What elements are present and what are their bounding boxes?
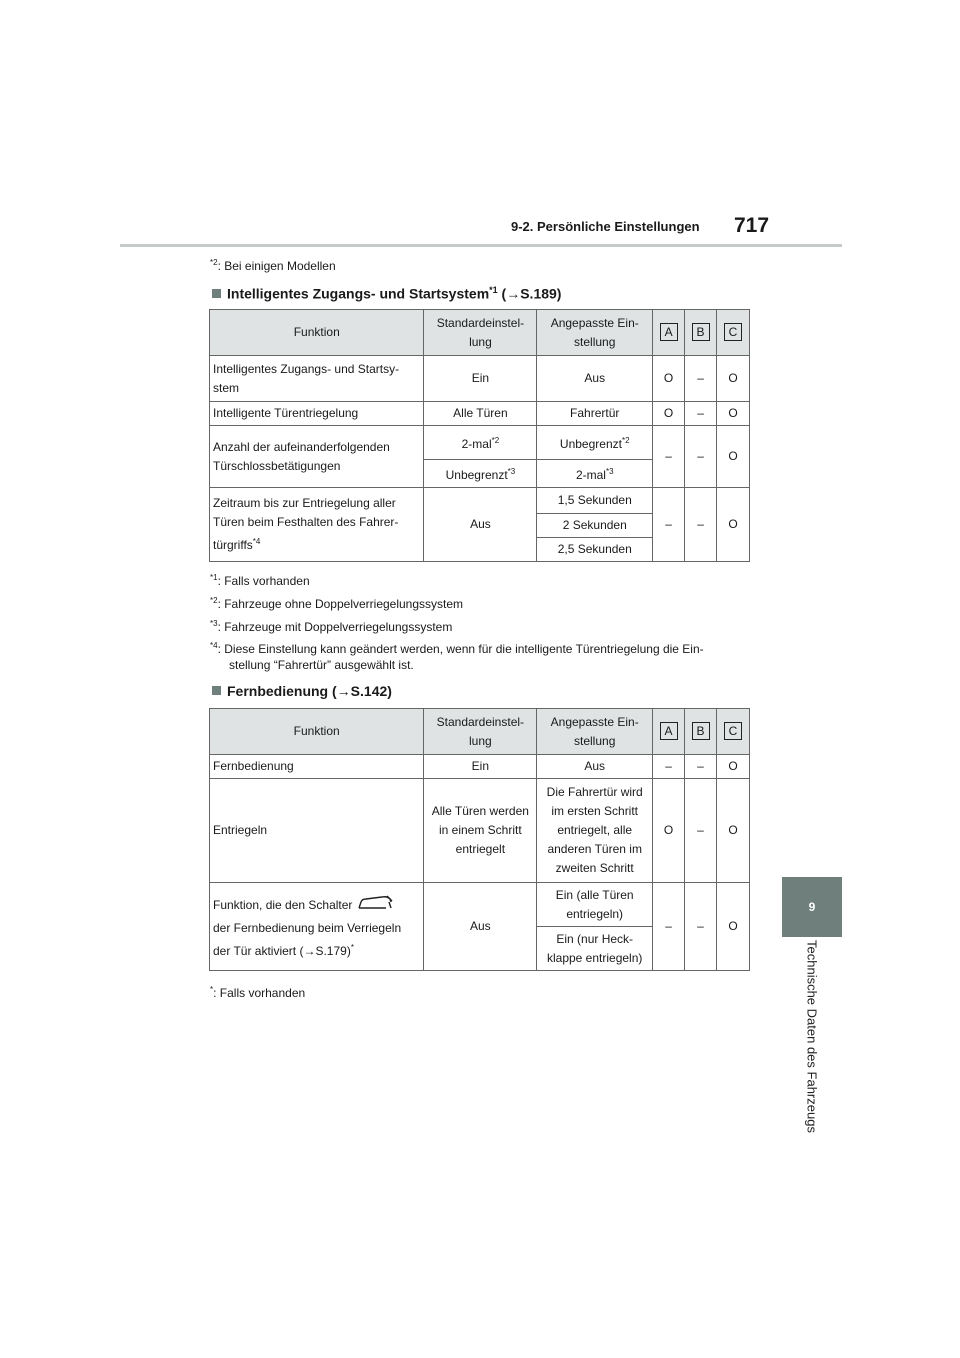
cell-c: O [717,356,750,402]
header-funktion: Funktion [210,310,424,356]
table-row [210,426,750,460]
chapter-tab [782,877,842,937]
table-smart-entry [209,309,750,562]
cell-funktion: Funktion, die den Schalter der Fernbedienung beim Verriegeln der Tür aktiviert (→S.179)* [210,883,424,971]
heading-bullet [212,289,221,298]
cell-b: – [685,426,717,488]
table-row [210,402,750,426]
cell-c: O [717,426,750,488]
car-back-door-icon [356,893,394,919]
cell-a: O [653,779,685,883]
cell-standard: Unbegrenzt$^{*3}$ [424,460,537,488]
cell-c: O [716,779,749,883]
header-b: B [685,709,717,755]
note-text: : Bei einigen Modellen [217,259,336,273]
cell-a: – [653,426,685,488]
chapter-title-wrap [782,940,842,1155]
cell-b: – [685,488,717,562]
cell-b: – [685,356,717,402]
cell-standard: Alle Türen werden in einem Schritt entriegelt [424,779,537,883]
header-b: B [685,310,717,356]
header-angepasst: Angepasste Ein- stellung [537,310,653,356]
footnote: $^{*1}$: Falls vorhanden [210,573,310,588]
section2-title: Fernbedienung [227,683,329,699]
note-mark: *2 [210,258,218,267]
footnote: $^{*3}$: Fahrzeuge mit Doppelverriegelungssystem [210,619,453,634]
cell-a: – [653,883,685,971]
cell-a: O [653,402,685,426]
cell-funktion: Entriegeln [210,779,424,883]
section1-title-ref: (→S.189) [497,285,562,302]
footnote: $^{*4}$: Diese Einstellung kann geändert werden, wenn für die intelligente Türentriegelung die Ein- [210,641,704,656]
cell-standard: 2-mal$^{*2}$ [424,426,537,460]
cell-standard: Aus [424,488,537,562]
heading-bullet [212,686,221,695]
table-row [210,779,750,883]
table-header-row [210,709,750,755]
section1-heading [212,285,561,302]
cell-angepasst: 2-mal$^{*3}$ [537,460,653,488]
header-c: C [716,709,749,755]
footnote: *: Falls vorhanden [210,985,306,1000]
footnote: $^{*2}$: Fahrzeuge ohne Doppelverriegelungssystem [210,596,464,611]
funktion-line-2: der Fernbedienung beim Verriegeln der Tür aktiviert (→S.179)* [213,920,402,958]
table-row [210,488,750,514]
cell-angepasst: Unbegrenzt$^{*2}$ [537,426,653,460]
table-row [210,755,750,779]
table-remote [209,708,750,971]
table-header-row [210,310,750,356]
footnote-continuation: stellung “Fahrertür” ausgewählt ist. [229,658,414,672]
table-row [210,883,750,927]
cell-standard: Alle Türen [424,402,537,426]
top-note [210,253,336,276]
cell-standard: Aus [424,883,537,971]
cell-standard: Ein [424,755,537,779]
header-rule [120,244,842,247]
cell-b: – [685,755,717,779]
cell-a: O [653,356,685,402]
page-number: 717 [734,214,770,237]
cell-angepasst: Fahrertür [537,402,653,426]
header-standard: Standardeinstel- lung [424,310,537,356]
section2-heading [212,683,392,699]
cell-b: – [685,779,717,883]
cell-a: – [653,755,685,779]
cell-funktion: Intelligentes Zugangs- und Startsy- stem [210,356,424,402]
chapter-number: 9 [808,900,816,914]
cell-c: O [716,883,749,971]
cell-funktion: Zeitraum bis zur Entriegelung aller Türen beim Festhalten des Fahrer- türgriffs$^{*4}$ [210,488,424,562]
cell-option: 1,5 Sekunden [537,488,653,514]
cell-funktion: Anzahl der aufeinanderfolgenden Türschlossbetätigungen [210,426,424,488]
header-angepasst: Angepasste Ein- stellung [537,709,653,755]
section2-title-ref: (→S.142) [328,683,392,699]
cell-funktion: Fernbedienung [210,755,424,779]
cell-angepasst: Aus [537,356,653,402]
cell-angepasst: Die Fahrertür wird im ersten Schritt entriegelt, alle anderen Türen im zweiten Schritt [537,779,653,883]
cell-angepasst: Aus [537,755,653,779]
cell-standard: Ein [424,356,537,402]
cell-c: O [716,755,749,779]
header-c: C [717,310,750,356]
cell-c: O [717,402,750,426]
cell-option: Ein (alle Türen entriegeln) [537,883,653,927]
cell-b: – [685,883,717,971]
section1-title: Intelligentes Zugangs- und Startsystem [227,285,490,302]
cell-option: 2,5 Sekunden [537,538,653,562]
header-funktion: Funktion [210,709,424,755]
cell-funktion: Intelligente Türentriegelung [210,402,424,426]
section1-title-sup: *1 [489,285,498,295]
header-a: A [653,709,685,755]
cell-c: O [717,488,750,562]
header-a: A [653,310,685,356]
cell-a: – [653,488,685,562]
cell-option: 2 Sekunden [537,514,653,538]
chapter-title: Technische Daten des Fahrzeugs [804,940,820,1133]
cell-b: – [685,402,717,426]
section-header: 9-2. Persönliche Einstellungen [511,219,700,234]
cell-option: Ein (nur Heck- klappe entriegeln) [537,927,653,971]
table-row [210,356,750,402]
header-standard: Standardeinstel- lung [424,709,537,755]
